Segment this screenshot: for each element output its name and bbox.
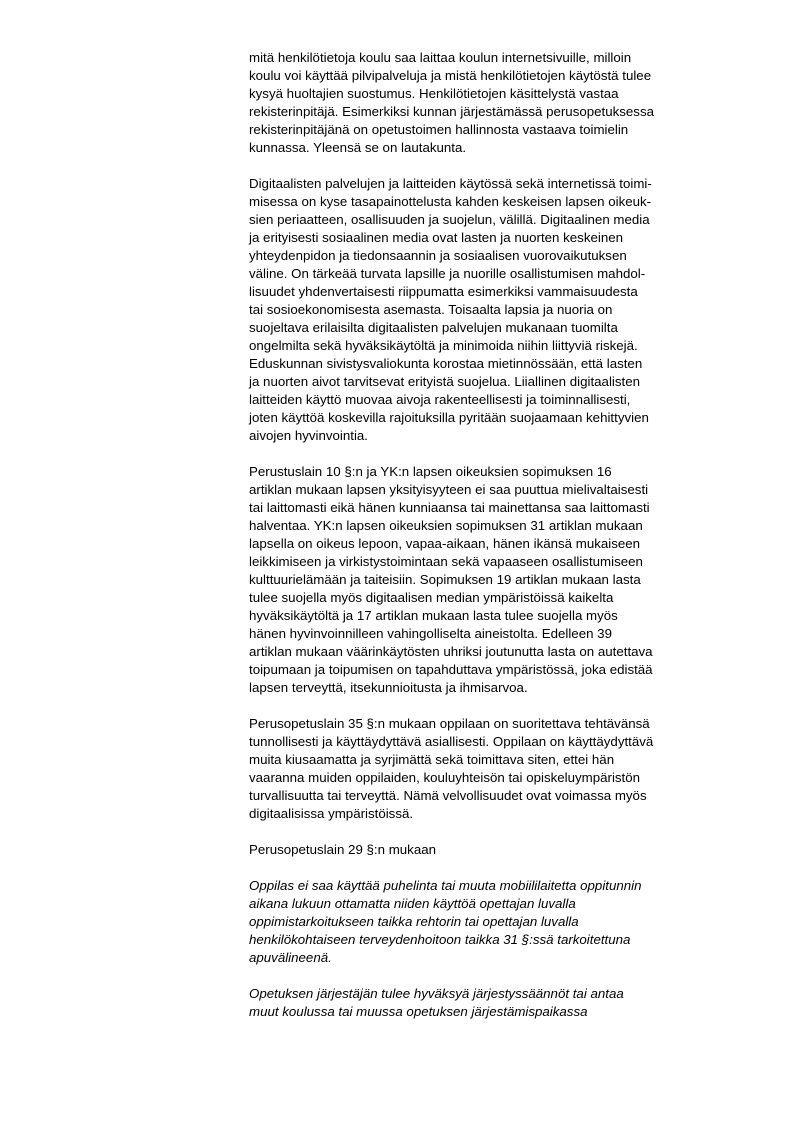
text-line: muita kiusaamatta ja syrjimättä sekä toimittava siten, ettei hän bbox=[249, 752, 615, 767]
text-line: Perustuslain 10 §:n ja YK:n lapsen oikeuksien sopimuksen 16 bbox=[249, 464, 612, 479]
paragraph-spacer bbox=[249, 823, 749, 841]
text-line: kulttuurielämään ja taiteisiin. Sopimuksen 19 artiklan mukaan lasta bbox=[249, 572, 641, 587]
text-line: ja erityisesti sosiaalinen media ovat lasten ja nuorten keskeinen bbox=[249, 230, 624, 245]
text-line: joten käyttöä koskevilla rajoituksilla pyritään suojaamaan kehittyvien bbox=[249, 410, 649, 425]
text-line: rekisterinpitäjä. Esimerkiksi kunnan järjestämässä perusopetuksessa bbox=[249, 104, 654, 119]
text-line: sien periaatteen, osallisuuden ja suojelun, välillä. Digitaalinen media bbox=[249, 212, 650, 227]
text-line: turvallisuutta tai terveyttä. Nämä velvollisuudet ovat voimassa myös bbox=[249, 788, 647, 803]
text-line: apuvälineenä. bbox=[249, 950, 332, 965]
paragraph-digital-services bbox=[249, 175, 749, 445]
text-line: muut koulussa tai muussa opetuksen järjestämispaikassa bbox=[249, 1004, 588, 1019]
text-line: oppimistarkoitukseen taikka rehtorin tai opettajan luvalla bbox=[249, 914, 579, 929]
text-line: Oppilas ei saa käyttää puhelinta tai muuta mobiililaitetta oppitunnin bbox=[249, 878, 642, 893]
text-line: yhteydenpidon ja tiedonsaannin ja sosiaalisen vuorovaikutuksen bbox=[249, 248, 627, 263]
text-line: tai sosioekonomisesta asemasta. Toisaalta lapsia ja nuoria on bbox=[249, 302, 613, 317]
text-line: rekisterinpitäjänä on opetustoimen hallinnosta vastaava toimielin bbox=[249, 122, 629, 137]
paragraph-constitution bbox=[249, 463, 749, 697]
text-line: Perusopetuslain 35 §:n mukaan oppilaan on suoritettava tehtävänsä bbox=[249, 716, 650, 731]
paragraph-basic-education-35 bbox=[249, 715, 749, 823]
text-line: ja nuorten aivot tarvitsevat erityistä suojelua. Liiallinen digitaalisten bbox=[249, 374, 640, 389]
paragraph-spacer bbox=[249, 697, 749, 715]
paragraph-spacer bbox=[249, 157, 749, 175]
text-line: lisuudet yhdenvertaisesti riippumatta esimerkiksi vammaisuudesta bbox=[249, 284, 638, 299]
text-line: koulu voi käyttää pilvipalveluja ja mistä henkilötietojen käytöstä tulee bbox=[249, 68, 652, 83]
paragraph-personal-data bbox=[249, 49, 749, 157]
text-line: Perusopetuslain 29 §:n mukaan bbox=[249, 842, 437, 857]
paragraph-basic-education-29 bbox=[249, 841, 749, 859]
paragraph-spacer bbox=[249, 445, 749, 463]
text-line: aivojen hyvinvointia. bbox=[249, 428, 369, 443]
text-line: toipumaan ja toipumisen on tapahduttava ympäristössä, joka edistää bbox=[249, 662, 653, 677]
text-line: artiklan mukaan väärinkäytösten uhriksi joutunutta lasta on autettava bbox=[249, 644, 653, 659]
text-line: väline. On tärkeää turvata lapsille ja nuorille osallistumisen mahdol- bbox=[249, 266, 646, 281]
document-page bbox=[249, 49, 749, 1021]
text-line: lapsella on oikeus lepoon, vapaa-aikaan, hänen ikänsä mukaiseen bbox=[249, 536, 641, 551]
text-line: digitaalisissa ympäristöissä. bbox=[249, 806, 414, 821]
text-line: Eduskunnan sivistysvaliokunta korostaa mietinnössään, että lasten bbox=[249, 356, 643, 371]
text-line: kunnassa. Yleensä se on lautakunta. bbox=[249, 140, 467, 155]
text-line: mitä henkilötietoja koulu saa laittaa koulun internetsivuille, milloin bbox=[249, 50, 632, 65]
text-line: suojeltava erilaisilta digitaalisten palvelujen mukanaan tuomilta bbox=[249, 320, 618, 335]
text-line: Opetuksen järjestäjän tulee hyväksyä järjestyssäännöt tai antaa bbox=[249, 986, 624, 1001]
text-line: hänen hyvinvoinnilleen vahingolliselta aineistolta. Edelleen 39 bbox=[249, 626, 612, 641]
text-line: ongelmilta sekä hyväksikäytöltä ja minimoida niihin liittyviä riskejä. bbox=[249, 338, 638, 353]
text-line: tulee suojella myös digitaalisen median ympäristöissä kaikelta bbox=[249, 590, 614, 605]
text-line: kysyä huoltajien suostumus. Henkilötietojen käsittelystä vastaa bbox=[249, 86, 619, 101]
text-line: misessa on kyse tasapainottelusta kahden keskeisen lapsen oikeuk- bbox=[249, 194, 652, 209]
text-line: leikkimiseen ja virkistystoimintaan sekä vapaaseen osallistumiseen bbox=[249, 554, 643, 569]
quote-school-rules bbox=[249, 985, 749, 1021]
paragraph-spacer bbox=[249, 967, 749, 985]
text-line: halventaa. YK:n lapsen oikeuksien sopimuksen 31 artiklan mukaan bbox=[249, 518, 643, 533]
text-line: aikana lukuun ottamatta niiden käyttöä opettajan luvalla bbox=[249, 896, 576, 911]
text-line: laitteiden käyttö muovaa aivoja rakenteellisesti ja toiminnallisesti, bbox=[249, 392, 631, 407]
text-line: tunnollisesti ja käyttäydyttävä asiallisesti. Oppilaan on käyttäydyttävä bbox=[249, 734, 654, 749]
text-line: Digitaalisten palvelujen ja laitteiden käytössä sekä internetissä toimi- bbox=[249, 176, 652, 191]
quote-mobile-devices bbox=[249, 877, 749, 967]
text-line: tai laittomasti eikä hänen kunniaansa tai mainettansa saa laittomasti bbox=[249, 500, 650, 515]
text-line: henkilökohtaiseen terveydenhoitoon taikka 31 §:ssä tarkoitettuna bbox=[249, 932, 631, 947]
text-line: lapsen terveyttä, itsekunnioitusta ja ihmisarvoa. bbox=[249, 680, 528, 695]
text-line: vaaranna muiden oppilaiden, kouluyhteisön tai opiskeluympäristön bbox=[249, 770, 641, 785]
text-line: artiklan mukaan lapsen yksityisyyteen ei saa puuttua mielivaltaisesti bbox=[249, 482, 649, 497]
text-line: hyväksikäytöltä ja 17 artiklan mukaan lasta tulee suojella myös bbox=[249, 608, 618, 623]
paragraph-spacer bbox=[249, 859, 749, 877]
